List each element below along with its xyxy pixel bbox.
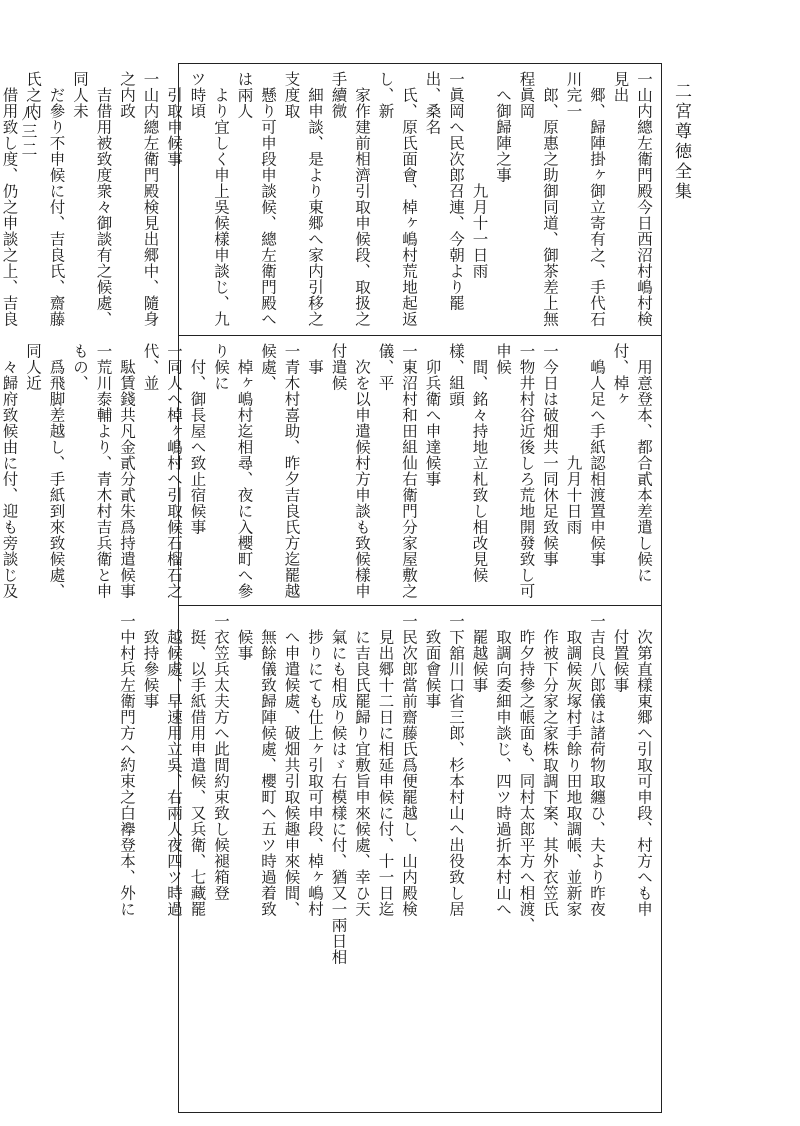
- text-line: 一物井村谷近後しろ荒地開發致し可申候: [494, 343, 536, 599]
- text-line: 一山内總左衛門殿検見出郷中、隨身之内政: [118, 71, 160, 327]
- text-line: 氏、原氏面會、棹ヶ嶋村荒地起返し、新: [376, 71, 418, 327]
- text-line: 次第直樣東郷へ引取可申段、村方へも申: [635, 613, 653, 917]
- text-line: 一山内總左衛門殿今日西沼村嶋村検見出: [611, 71, 653, 327]
- text-line: 捗りにても仕上ヶ引取可申段、棹ヶ嶋村: [306, 613, 324, 917]
- text-line: 借用致し度、仍之申談之上、吉良: [0, 87, 19, 327]
- text-line: 一眞岡へ民次郎召連、今朝より罷出、桑名: [423, 71, 465, 311]
- page-number: 八三二: [19, 105, 38, 159]
- text-line: 罷越候事: [470, 613, 489, 693]
- text-line: 取調候灰塚村手餘り田地取調帳、並新家: [564, 613, 583, 917]
- running-head: 二宮尊徳全集: [671, 82, 691, 202]
- text-line: 用意登本、都合貳本差遣し候に付、棹ヶ: [611, 343, 653, 583]
- text-line: だ參り不申候に付、吉良氏、齋藤氏之内: [24, 71, 66, 327]
- text-line: 無餘儀致歸陣候處、櫻町へ五ツ時過着致: [259, 613, 277, 917]
- text-line: 付置候事: [611, 613, 630, 693]
- text-line: へ申遣候處、破畑共引取候趣申來候間、: [282, 613, 301, 917]
- text-line: 卯兵衛へ申達候事: [423, 343, 442, 487]
- text-line: 一中村兵左衛門方へ約束之白襷登本、外に: [118, 613, 136, 917]
- text-line: 嶋人足へ手紙認相渡置申候事: [588, 343, 606, 567]
- text-line: より宜しく申上吳候樣申談じ、九ツ時頃: [188, 71, 230, 327]
- text-line: 細申談、是より東郷へ家内引移之支度取: [282, 71, 324, 327]
- text-line: 家作建前相濟引取申候段、取扱之手續微: [329, 71, 371, 327]
- text-line: 氣にも相成り候はゞ右模樣に付、猶又一兩日相: [329, 613, 348, 965]
- tier-bottom: [118, 606, 661, 1112]
- text-line: 棹ヶ嶋村迄相尋、夜に入櫻町へ參り候に: [212, 343, 254, 599]
- text-line: 一下舘川口省三郎、杉本村山へ出役致し居: [447, 613, 465, 917]
- text-line: 郎、原惠之助御同道、御茶差上無程眞岡: [517, 71, 559, 327]
- text-line: に吉良氏罷歸り宜敷旨申來候處、幸ひ天: [353, 613, 371, 917]
- text-line: 一青木村喜助、昨夕吉良氏方迄罷越候處、: [259, 343, 301, 599]
- text-line: 一東沼村和田組仙右衛門分家屋敷之儀、平: [376, 343, 418, 599]
- text-line: 郷、歸陣掛ヶ御立寄有之、手代石川完一: [564, 71, 606, 327]
- text-line: 一民次郎當前齋藤氏爲便罷越し、山内殿検: [400, 613, 418, 917]
- text-line: 作被下分家之家株取調下案、其外衣笠氏: [541, 613, 559, 917]
- text-line: 挺、以手紙借用申遣候、又兵衛、七藏罷: [188, 613, 207, 917]
- text-line: 間、銘々持地立札致し相改見候樣、組頭: [447, 343, 489, 583]
- text-line: へ御歸陣之事: [494, 71, 512, 183]
- text-line: 事: [306, 343, 324, 375]
- text-line: 九月十一日雨: [470, 71, 489, 279]
- text-line: 引取申候事: [165, 71, 183, 167]
- text-line: 一荒川泰輔より、青木村吉兵衛と申もの、: [71, 343, 113, 599]
- text-line: 吉借用被致度衆々御談有之候處、同人未: [71, 71, 113, 327]
- text-line: 一衣笠兵太夫方へ此間約束致し候褪箱登: [212, 613, 230, 901]
- text-line: 一吉良八郎儀は諸荷物取纏ひ、夫より昨夜: [588, 613, 606, 917]
- text-line: 爲飛脚差越し、手紙到來致候處、同人近: [24, 343, 66, 599]
- text-line: 一同人へ棹ヶ嶋村へ引取候石榴石之代、並: [141, 343, 183, 599]
- text-line: 見出郷十二日に相延申候に付、十一日迄: [376, 613, 395, 917]
- text-line: 候事: [235, 613, 254, 661]
- text-line: 一今日は破畑共一同休足致候事: [541, 343, 559, 567]
- text-line: 付、御長屋へ致止宿候事: [188, 343, 207, 535]
- text-line: 駄賃錢共凡金貳分貳朱爲持遣候事: [118, 343, 136, 599]
- text-line: 々歸府致候由に付、迎も旁談じ及: [0, 359, 19, 599]
- text-line: 懸り可申段申談候、總左衛門殿へは兩人: [235, 71, 277, 327]
- text-line: 致持參候事: [141, 613, 160, 709]
- tier-middle: [0, 336, 661, 606]
- text-line: 取調向委細申談じ、四ツ時過折本村山へ: [494, 613, 512, 917]
- text-line: 越候處、早速用立吳、右兩人夜四ツ時過: [165, 613, 183, 917]
- text-line: 昨夕持參之帳面も、同村太郎平方へ相渡、: [517, 613, 536, 933]
- text-line: 次を以申遣候村方申談も致候樣申付遣候: [329, 343, 371, 599]
- text-line: 致面會候事: [423, 613, 442, 709]
- text-line: 九月十日雨: [564, 343, 583, 535]
